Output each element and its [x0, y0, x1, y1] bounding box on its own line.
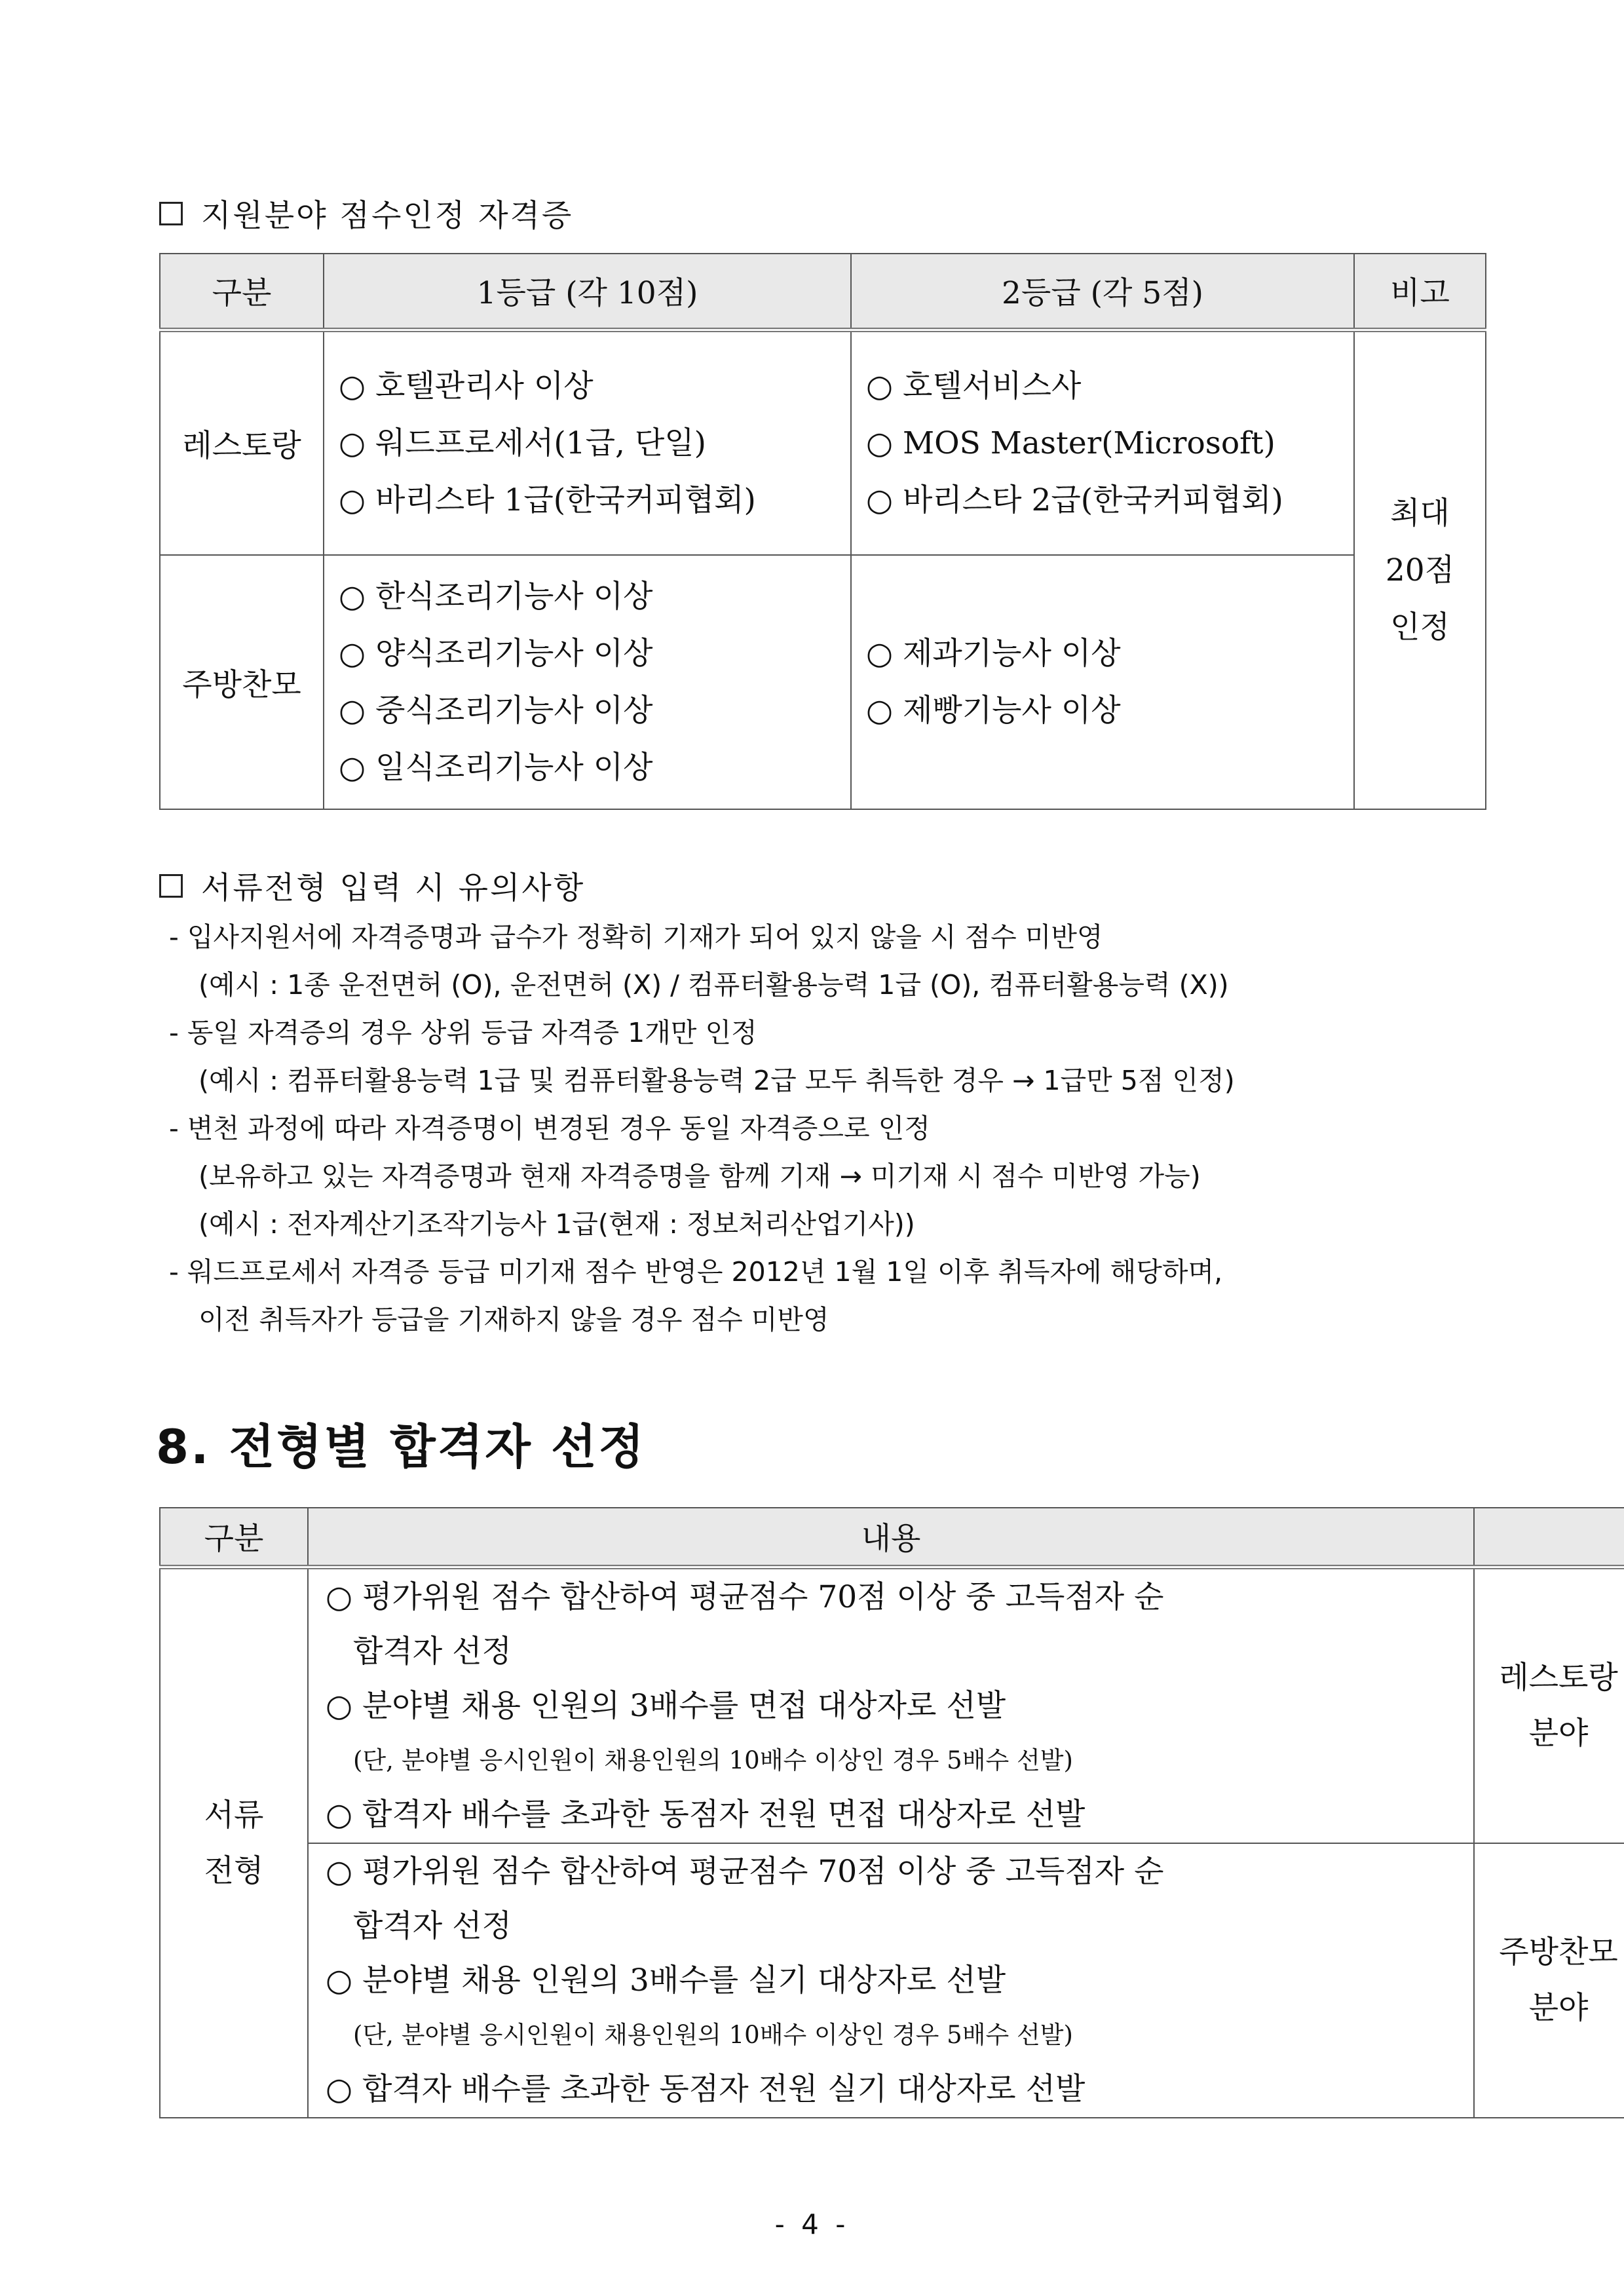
- table-row: [160, 330, 1486, 555]
- cert-table-header: [160, 254, 1486, 330]
- selection-table: [159, 1507, 1624, 2118]
- content-line: ○ 분야별 채용 인원의 3배수를 면접 대상자로 선발: [326, 1687, 1006, 1724]
- list-item: ○ 호텔관리사 이상: [339, 368, 594, 404]
- note-cell: [1354, 330, 1486, 809]
- content-line: 합격자 선정: [353, 1633, 512, 1670]
- content-line: 합격자 선정: [353, 1907, 512, 1944]
- row-category: 레스토랑: [160, 330, 324, 555]
- checkbox-square-icon: [159, 874, 183, 898]
- content-cell: [308, 1567, 1474, 1843]
- list-item: ○ 워드프로세서(1급, 단일): [339, 425, 707, 461]
- table-row: [160, 1843, 1624, 2118]
- content-line: ○ 분야별 채용 인원의 3배수를 실기 대상자로 선발: [326, 1962, 1006, 1999]
- cert-table: [159, 253, 1486, 810]
- header-grade1: 1등급 (각 10점): [324, 254, 851, 330]
- content-cell: [308, 1843, 1474, 2118]
- note-item: - 입사지원서에 자격증명과 급수가 정확히 기재가 되어 있지 않을 시 점수 미반영: [169, 921, 1103, 953]
- page-number: - 4 -: [774, 2208, 850, 2240]
- note-example: (예시 : 컴퓨터활용능력 1급 및 컴퓨터활용능력 2급 모두 취득한 경우 → 1급만 5점 인정): [198, 1065, 1235, 1096]
- note-item: - 워드프로세서 자격증 등급 미기재 점수 반영은 2012년 1월 1일 이후 취득자에 해당하며,: [169, 1256, 1223, 1288]
- note-example: (예시 : 전자계산기조작기능사 1급(현재 : 정보처리산업기사)): [198, 1208, 915, 1240]
- section-8-heading: 8. 전형별 합격자 선정: [156, 1419, 647, 1474]
- list-item: ○ 호텔서비스사: [866, 368, 1082, 404]
- notes-list: [169, 913, 1235, 1344]
- content-line: ○ 합격자 배수를 초과한 동점자 전원 면접 대상자로 선발: [326, 1796, 1086, 1833]
- field-line: 분야: [1528, 1715, 1589, 1751]
- section-cert-title: 지원분야 점수인정 자격증: [201, 198, 574, 234]
- table-row: [160, 555, 1486, 809]
- section-notes-heading: [159, 864, 585, 908]
- section-cert-heading: [159, 191, 573, 235]
- list-item: ○ 바리스타 2급(한국커피협회): [866, 482, 1283, 518]
- field-cell: [1474, 1843, 1624, 2118]
- header-grade2: 2등급 (각 5점): [851, 254, 1354, 330]
- note-example: 이전 취득자가 등급을 기재하지 않을 경우 점수 미반영: [198, 1304, 829, 1335]
- grade1-list: [324, 555, 851, 809]
- header-category: 구분: [160, 1508, 308, 1567]
- list-item: ○ 바리스타 1급(한국커피협회): [339, 482, 756, 518]
- note-item: - 변천 과정에 따라 자격증명이 변경된 경우 동일 자격증으로 인정: [169, 1113, 930, 1144]
- note-example: (보유하고 있는 자격증명과 현재 자격증명을 함께 기재 → 미기재 시 점수 미반영 가능): [198, 1160, 1201, 1192]
- category-line: 서류: [204, 1797, 264, 1833]
- content-line: ○ 평가위원 점수 합산하여 평균점수 70점 이상 중 고득점자 순: [326, 1578, 1164, 1615]
- grade2-list: [851, 555, 1354, 809]
- field-line: 주방찬모: [1499, 1934, 1618, 1970]
- header-note: 비고: [1354, 254, 1486, 330]
- note-line: 최대: [1390, 495, 1450, 531]
- selection-table-header: [160, 1508, 1624, 1567]
- row-category: 주방찬모: [160, 555, 324, 809]
- grade2-list: [851, 330, 1354, 555]
- field-line: 레스토랑: [1499, 1660, 1618, 1696]
- field-cell: [1474, 1567, 1624, 1843]
- list-item: ○ 제빵기능사 이상: [866, 693, 1121, 729]
- checkbox-square-icon: [159, 202, 183, 225]
- table-row: [160, 1567, 1624, 1843]
- list-item: ○ 한식조리기능사 이상: [339, 579, 653, 615]
- note-example: (예시 : 1종 운전면허 (O), 운전면허 (X) / 컴퓨터활용능력 1급 (O), 컴퓨터활용능력 (X)): [198, 969, 1229, 1001]
- header-category: 구분: [160, 254, 324, 330]
- list-item: ○ 제과기능사 이상: [866, 636, 1121, 672]
- header-content: 내용: [308, 1508, 1474, 1567]
- list-item: ○ 일식조리기능사 이상: [339, 750, 653, 786]
- grade1-list: [324, 330, 851, 555]
- field-line: 분야: [1528, 1990, 1589, 2026]
- content-line: (단, 분야별 응시인원이 채용인원의 10배수 이상인 경우 5배수 선발): [353, 1746, 1073, 1774]
- note-line: 인정: [1390, 609, 1450, 645]
- note-item: - 동일 자격증의 경우 상위 등급 자격증 1개만 인정: [169, 1017, 757, 1048]
- content-line: (단, 분야별 응시인원이 채용인원의 10배수 이상인 경우 5배수 선발): [353, 2020, 1073, 2049]
- note-line: 20점: [1385, 552, 1455, 588]
- category-line: 전형: [204, 1852, 264, 1889]
- content-line: ○ 평가위원 점수 합산하여 평균점수 70점 이상 중 고득점자 순: [326, 1853, 1164, 1890]
- category-cell: [160, 1567, 308, 2118]
- list-item: ○ MOS Master(Microsoft): [866, 425, 1275, 461]
- section-notes-title: 서류전형 입력 시 유의사항: [201, 870, 586, 906]
- list-item: ○ 양식조리기능사 이상: [339, 636, 653, 672]
- content-line: ○ 합격자 배수를 초과한 동점자 전원 실기 대상자로 선발: [326, 2071, 1086, 2107]
- list-item: ○ 중식조리기능사 이상: [339, 693, 653, 729]
- header-note: [1474, 1508, 1624, 1567]
